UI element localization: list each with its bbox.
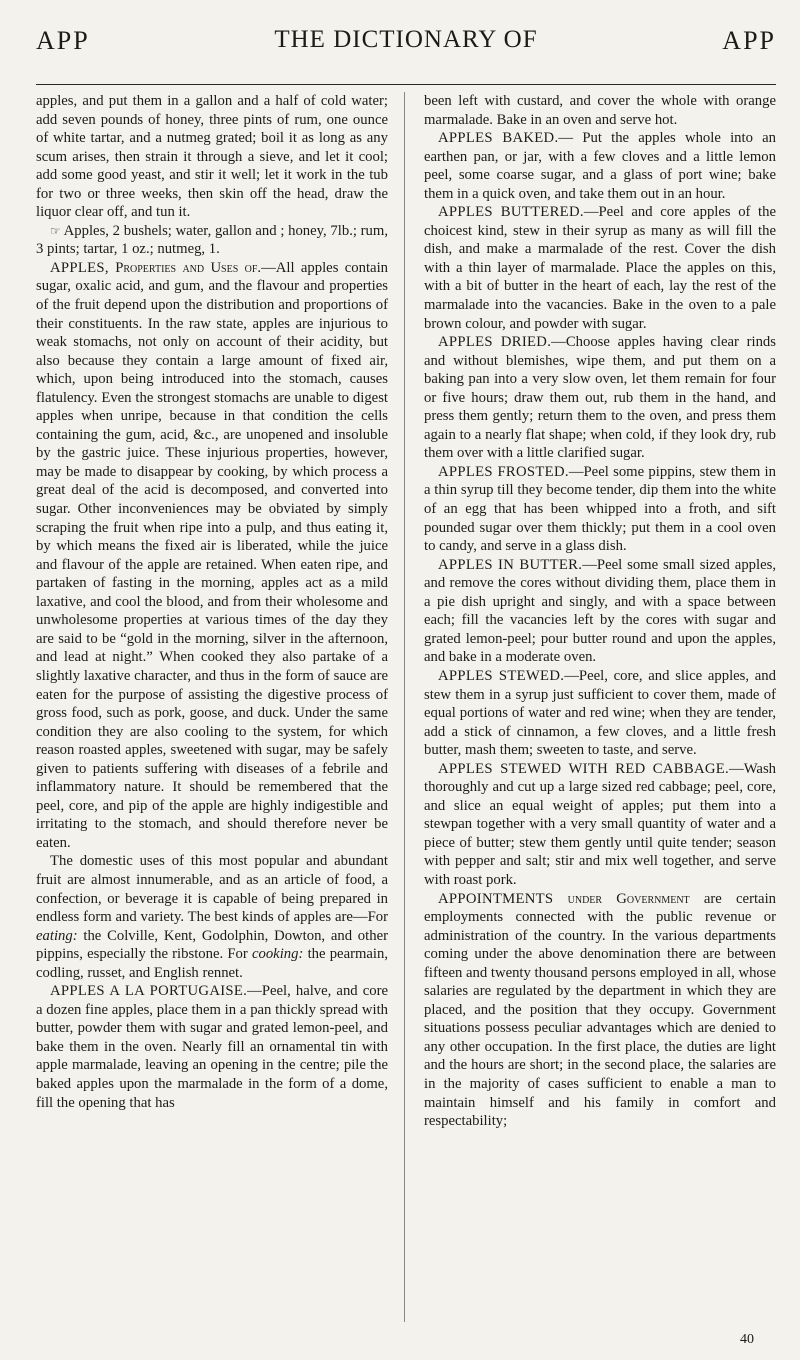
entry-text: —Peel some pippins, stew them in a thin syrup till they become tender, dip them into the white of an egg that has been whipped into a froth, and sift pounded sugar over them thickly; put them in a cool oven to candy, and serve in a glass dish. xyxy=(424,463,776,555)
entry-heading: APPLES IN BUTTER. xyxy=(438,556,583,573)
text-segment: the Colville, Kent, Godolphin, Dowton, and other pippins, especially the ribstone. For xyxy=(36,927,388,963)
entry-text: —Choose apples having clear rinds and without blemishes, wipe them, and put them on a baking pan into a very slow oven, let them remain for four or five hours; draw them out, rub them in the hand, and press them gently; return them to the oven, and press them again to a nearly flat shape; when cold, if they look dry, rub them over with a little clarified sugar. xyxy=(424,334,776,462)
entry-apples-buttered xyxy=(424,203,776,333)
entry-heading: APPLES DRIED. xyxy=(438,334,552,351)
entry-heading: APPLES STEWED WITH RED CABBAGE. xyxy=(438,760,730,777)
entry-text: —Wash thoroughly and cut up a large sized red cabbage; peel, core, and slice an equal weight of apples; put them into a stewpan together with a very small quantity of water and a piece of butter; stew them gently until quite tender; season with pepper and salt; stir and mix well together, and serve with roast pork. xyxy=(424,760,776,888)
ingredients-note xyxy=(36,222,388,259)
entry-appointments xyxy=(424,890,776,1131)
paragraph-continuation: been left with custard, and cover the whole with orange marmalade. Bake in an oven and serve hot. xyxy=(424,93,776,128)
column-divider xyxy=(404,92,405,1322)
entry-heading: APPLES BUTTERED. xyxy=(438,204,584,221)
entry-heading: APPLES STEWED. xyxy=(438,667,565,684)
entry-text: —Peel some small sized apples, and remove the cores without dividing them, place them in a pie dish upright and singly, and with a space between each; fill the vacancies left by the cores with sugar and grated lemon-peel; pour butter round and upon the apples, and bake in a moderate oven. xyxy=(424,556,776,666)
entry-text: —Peel, halve, and core a dozen fine apples, place them in a pan thickly spread with butter, powder them with sugar and grated lemon-peel, and bake them in the oven. Nearly fill an ornamental tin with apple marmalade, leaving an opening in the centre; pile the baked apples upon the marmalade in the form of a dome, fill the opening that has xyxy=(36,983,388,1111)
entry-text: —All apples contain sugar, oxalic acid, and gum, and the flavour and properties of the fruit depend upon the distribution and proportions of their constituents. In the raw state, apples are injurious to weak stomachs, not only on account of their acidity, but also because they contain a large amount of fixed air, which, upon being introduced into the stomach, causes flatulency. Even the strongest stomachs are unable to digest apples when unripe, because in that condition the cells containing the gum, acid, &c., are unopened and insoluble by the gastric juice. These injurious properties, however, may be made to disappear by cooking, by which process a great deal of the acid is decomposed, and converted into sugar. Other inconveniences may be obviated by simply scraping the fruit when ripe into a pulp, and thus eating it, by which means the fixed air is liberated, while the juice and flavour of the apple are retained. When eaten ripe, and partaken of fasting in the morning, apples act as a mild laxative, and cool the blood, and from their wholesome and unwholesome properties at various times of the day they are said to be “gold in the morning, silver in the afternoon, and lead at night.” When cooked they also partake of a slightly laxative character, and thus in the form of sauce are eaten for the purpose of assisting the digestive process of gross food, such as pork, goose, and duck. Under the same condition they are also cooling to the system, for which reason roasted apples, sweetened with sugar, may be safely given to patients suffering with diseases of a febrile and inflammatory nature. It should be remembered that the peel, core, and pip of the apple are highly indigestible and irritating to the stomach, and should therefore never be eaten. xyxy=(36,259,388,851)
ingredients-note-text: Apples, 2 bushels; water, gallon and ; honey, 7lb.; rum, 3 pints; tartar, 1 oz.; nutmeg, 1. xyxy=(36,222,388,258)
entry-apples-red-cabbage xyxy=(424,760,776,890)
entry-apples-portugaise xyxy=(36,982,388,1112)
italic-eating: eating: xyxy=(36,927,78,944)
entry-apples-dried xyxy=(424,333,776,463)
entry-apples-properties xyxy=(36,259,388,853)
entry-apples-in-butter xyxy=(424,556,776,667)
entry-apples-frosted xyxy=(424,463,776,556)
paragraph-hydromel-recipe: apples, and put them in a gallon and a half of cold water; add seven pounds of honey, three pints of rum, one ounce of white tartar, and a nutmeg grated; boil it as long as any scum arises, then strain it through a sieve, and let it cool; add some good yeast, and stir it well; let it work in the tub for two or three weeks, then skin off the head, draw the liquor clear off, and tun it. xyxy=(36,93,388,221)
header-title: THE DICTIONARY OF xyxy=(274,26,538,53)
entry-heading: APPLES FROSTED. xyxy=(438,463,569,480)
text-segment: the pearmain, codling, russet, and English rennet. xyxy=(36,946,389,981)
paragraph-domestic-uses xyxy=(36,852,388,982)
entry-apples-stewed xyxy=(424,667,776,760)
page-number: 40 xyxy=(740,1332,754,1347)
entry-text: are certain employments connected with the public revenue or administration of the country. In the various departments coming under the above denomination there are between fifteen and twenty thousand persons employed in all, whose salaries are regulated by the department in which they are placed, and the position that they occupy. Government situations possess peculiar advantages which are denied to any other occupation. In the first place, the duties are light and the hours are short; in the second place, the salaries are in the majority of cases sufficient to enable a man to maintain himself and his family in comfort and respectability; xyxy=(424,890,777,1130)
right-column xyxy=(424,92,776,1131)
left-column xyxy=(36,92,388,1112)
running-header xyxy=(36,20,776,60)
entry-heading: APPLES BAKED. xyxy=(438,130,559,147)
entry-subheading: Properties and Uses of. xyxy=(115,259,262,276)
header-rule xyxy=(36,84,776,85)
text-segment: The domestic uses of this most popular and abundant fruit are almost innumerable, and as an article of food, a confection, or beverage it is capable of being prepared in endless form and variety. The best kinds of apples are—For xyxy=(36,853,388,926)
italic-cooking: cooking: xyxy=(251,946,304,963)
entry-heading: APPOINTMENTS xyxy=(438,890,554,907)
header-right-guideword: APP xyxy=(722,26,776,55)
entry-text: —Peel, core, and slice apples, and stew them in a syrup just sufficient to cover them, made of equal portions of water and red wine; when they are tender, add a stick of cinnamon, a few cloves, and a little fresh butter, mash them; sweeten to taste, and serve. xyxy=(424,667,776,759)
pointing-hand-icon: ☞ xyxy=(50,223,61,238)
entry-subheading: under Government xyxy=(567,890,690,907)
entry-text: —Peel and core apples of the choicest kind, stew in their syrup as many as will fill the dish, and make a marmalade of the rest. Cover the dish with a thin layer of marmalade. Place the apples on this, with a bit of butter in the heart of each, lay the rest of the marmalade into the vacancies. Bake in the oven to a pale brown colour, and powder with sugar. xyxy=(424,204,776,332)
entry-heading: APPLES A LA PORTUGAISE. xyxy=(50,983,248,1000)
entry-text: — Put the apples whole into an earthen pan, or jar, with a few cloves and a little lemon peel, some coarse sugar, and a glass of port wine; bake them in a quick oven, and take them out in an hour. xyxy=(424,130,776,202)
entry-heading: APPLES, xyxy=(50,259,109,276)
entry-apples-baked xyxy=(424,129,776,203)
header-left-guideword: APP xyxy=(36,26,90,55)
